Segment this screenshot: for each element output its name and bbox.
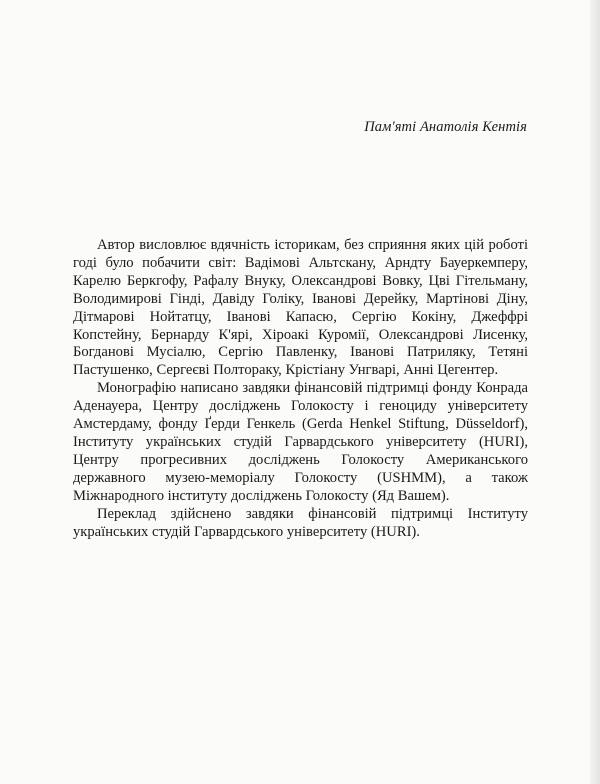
dedication: Пам'яті Анатолія Кентія (364, 119, 527, 135)
page-edge-shadow (590, 0, 600, 784)
translation-paragraph: Переклад здійснено завдяки фінансовій підтримці Інституту українських студій Гарвардського університету (HURI). (73, 505, 528, 540)
acknowledgements-paragraph: Автор висловлює вдячність історикам, без сприяння яких цій роботі годі було побачити світ: Вадімові Альтскану, Арндту Бауеркемперу, Карелю Беркгофу, Рафалу Внуку, Олександрові Вовку, Цві Гітельману, Володимирові Гінді, Давіду Голіку, Іванові Дерейку, Мартінові Діну, Дітмарові Нойтатцу, Іванові Капасю, Сергію Кокіну, Джеффрі Копстейну, Бернарду К'ярі, Хіроакі Куромії, Олександрові Лисенку, Богданові Мусіалю, Сергію Павленку, Іванові Патриляку, Тетяні Пастушенко, Сергеєві Полтораку, Крістіану Унгварі, Анні Цегентер. (73, 237, 528, 379)
acknowledgements-text (73, 237, 528, 541)
funding-paragraph: Монографію написано завдяки фінансовій підтримці фонду Конрада Аденауера, Центру досліджень Голокосту і геноциду університету Амстердаму, фонду Ґерди Генкель (Gerda Henkel Stiftung, Düsseldorf), Інституту українських студій Гарвардського університету (HURI), Центру прогресивних досліджень Голокосту Американського державного музею-меморіалу Голокосту (USHMM), а також Міжнародного інституту досліджень Голокосту (Яд Вашем). (73, 380, 528, 504)
